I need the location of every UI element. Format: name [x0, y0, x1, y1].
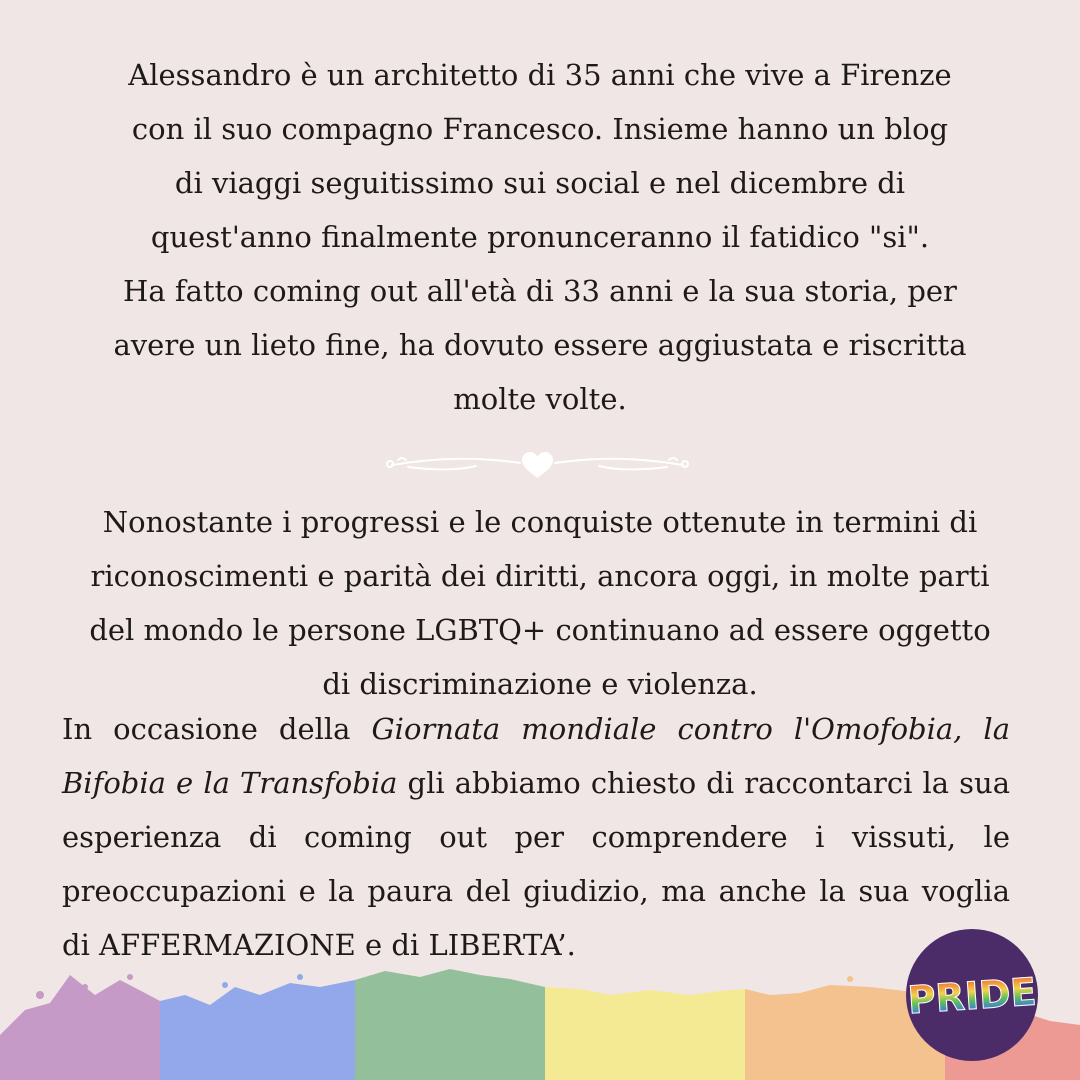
story-line: Alessandro è un architetto di 35 anni che vive a Firenze — [128, 58, 952, 92]
context-paragraph — [62, 495, 1018, 711]
story-line: con il suo compagno Francesco. Insieme hanno un blog — [131, 112, 949, 146]
story-line: molte volte. — [453, 382, 627, 416]
story-line: di viaggi seguitissimo sui social e nel dicembre di — [174, 166, 906, 200]
pride-label: PRIDE — [906, 969, 1038, 1023]
pride-rainbow-text-icon — [906, 929, 1038, 1061]
event-name: Giornata mondiale contro l'Omofobia, la Bifobia e la Transfobia — [62, 712, 1010, 800]
story-line: quest'anno finalmente pronunceranno il fatidico "si". — [150, 220, 930, 254]
context-line: del mondo le persone LGBTQ+ continuano ad essere oggetto — [89, 613, 991, 647]
occasion-rest: gli abbiamo chiesto di raccontarci la sua esperienza di coming out per comprendere i vissuti, le preoccupazioni e la paura del giudizio, ma anche la sua voglia di AFFERMAZIONE e di LIBERTA’. — [62, 766, 1011, 962]
story-line: Ha fatto coming out all'età di 33 anni e la sua storia, per — [123, 274, 957, 308]
context-line: Nonostante i progressi e le conquiste ottenute in termini di — [102, 505, 978, 539]
story-paragraph — [62, 48, 1018, 426]
context-line: riconoscimenti e parità dei diritti, ancora oggi, in molte parti — [90, 559, 990, 593]
occasion-paragraph — [62, 702, 1010, 972]
pride-badge — [906, 929, 1038, 1061]
occasion-intro: In occasione della — [62, 712, 372, 746]
heart-divider-icon — [380, 448, 695, 482]
context-line: di discriminazione e violenza. — [322, 667, 758, 701]
story-line: avere un lieto fine, ha dovuto essere aggiustata e riscritta — [113, 328, 967, 362]
